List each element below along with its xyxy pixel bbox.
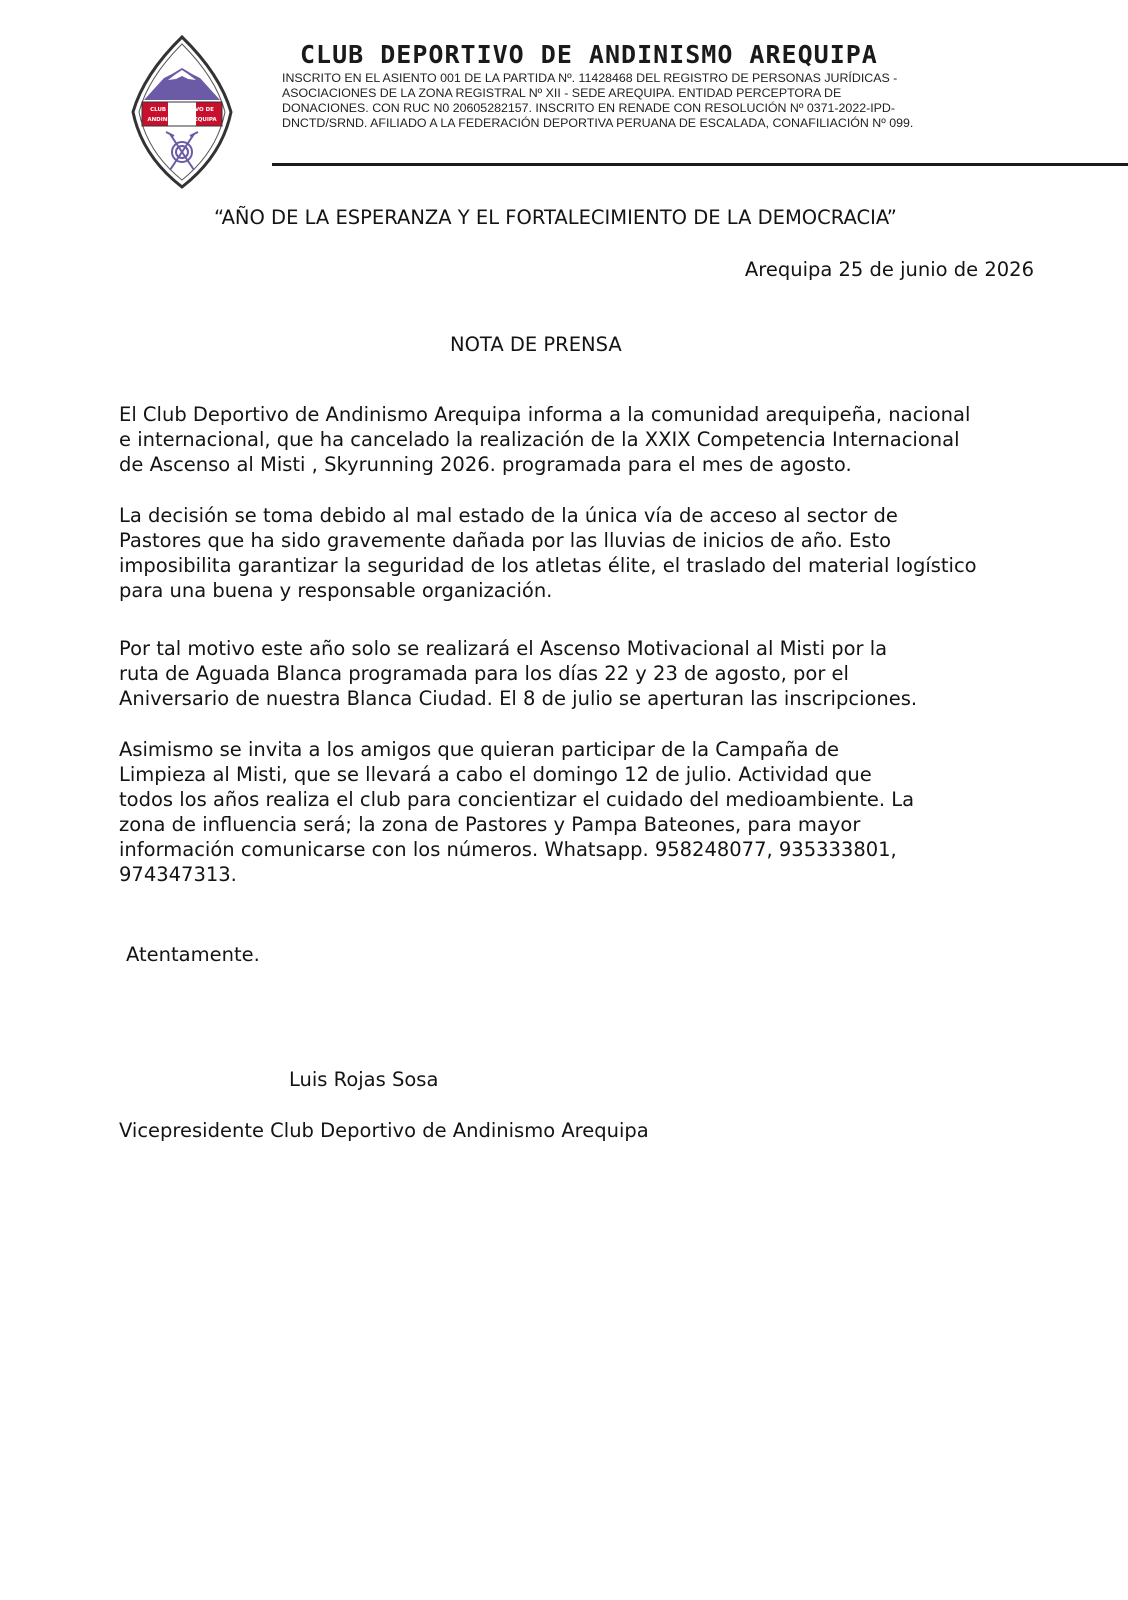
registry-info <box>282 71 968 131</box>
paragraph-cancellation <box>119 402 970 477</box>
paragraph-line: Aniversario de nuestra Blanca Ciudad. El 8 de julio se aperturan las inscripciones. <box>119 687 918 710</box>
paragraph-line: zona de influencia será; la zona de Pastores y Pampa Bateones, para mayor <box>119 813 861 836</box>
paragraph-line: Pastores que ha sido gravemente dañada por las lluvias de inicios de año. Esto <box>119 529 892 552</box>
paragraph-line: La decisión se toma debido al mal estado de la única vía de acceso al sector de <box>119 504 898 527</box>
paragraph-line: para una buena y responsable organización. <box>119 579 553 602</box>
year-motto: “AÑO DE LA ESPERANZA Y EL FORTALECIMIENTO DE LA DEMOCRACIA” <box>214 206 897 229</box>
paragraph-line: Por tal motivo este año solo se realizará el Ascenso Motivacional al Misti por la <box>119 637 888 660</box>
paragraph-line: ruta de Aguada Blanca programada para los días 22 y 23 de agosto, por el <box>119 662 849 685</box>
paragraph-reason <box>119 503 977 603</box>
registry-line: DNCTD/SRND. AFILIADO A LA FEDERACIÓN DEPORTIVA PERUANA DE ESCALADA, CONAFILIACIÓN Nº 099. <box>282 116 914 130</box>
closing-salutation: Atentamente. <box>126 943 260 966</box>
date-line: Arequipa 25 de junio de 2026 <box>744 258 1034 281</box>
header-divider <box>272 163 1128 166</box>
paragraph-line: imposibilita garantizar la seguridad de los atletas élite, el traslado del material logístico <box>119 554 977 577</box>
paragraph-line: todos los años realiza el club para concientizar el cuidado del medioambiente. La <box>119 788 915 811</box>
logo-emblem-line-2: ANDINISMO AREQUIPA <box>147 117 217 123</box>
paragraph-line: Asimismo se invita a los amigos que quieran participar de la Campaña de <box>119 738 839 761</box>
paragraph-cleanup-campaign <box>119 737 914 887</box>
paragraph-line: 974347313. <box>119 863 237 886</box>
registry-line: ASOCIACIONES DE LA ZONA REGISTRAL Nº XII - SEDE AREQUIPA. ENTIDAD PERCEPTORA DE <box>282 86 842 100</box>
registry-line: DONACIONES. CON RUC N0 20605282157. INSCRITO EN RENADE CON RESOLUCIÓN Nº 0371-2022-IPD- <box>282 101 896 115</box>
signer-name: Luis Rojas Sosa <box>289 1068 439 1091</box>
registry-line: INSCRITO EN EL ASIENTO 001 DE LA PARTIDA Nº. 11428468 DEL REGISTRO DE PERSONAS JURÍDICAS - <box>282 71 898 85</box>
logo-emblem-line-1: CLUB DEPORTIVO DE <box>150 107 214 113</box>
document-title: NOTA DE PRENSA <box>450 333 622 356</box>
paragraph-line: información comunicarse con los números. Whatsapp. 958248077, 935333801, <box>119 838 897 861</box>
paragraph-line: El Club Deportivo de Andinismo Arequipa informa a la comunidad arequipeña, nacional <box>119 403 971 426</box>
paragraph-line: e internacional, que ha cancelado la realización de la XXIX Competencia Internacional <box>119 428 960 451</box>
paragraph-line: Limpieza al Misti, que se llevará a cabo el domingo 12 de julio. Actividad que <box>119 763 872 786</box>
club-shield-logo <box>130 34 234 190</box>
club-shield-logo-icon <box>130 34 234 190</box>
club-name-heading: CLUB DEPORTIVO DE ANDINISMO AREQUIPA <box>300 40 878 69</box>
paragraph-line: de Ascenso al Misti , Skyrunning 2026. programada para el mes de agosto. <box>119 453 852 476</box>
signer-role: Vicepresidente Club Deportivo de Andinismo Arequipa <box>119 1119 649 1142</box>
paragraph-motivational-ascent <box>119 636 917 711</box>
